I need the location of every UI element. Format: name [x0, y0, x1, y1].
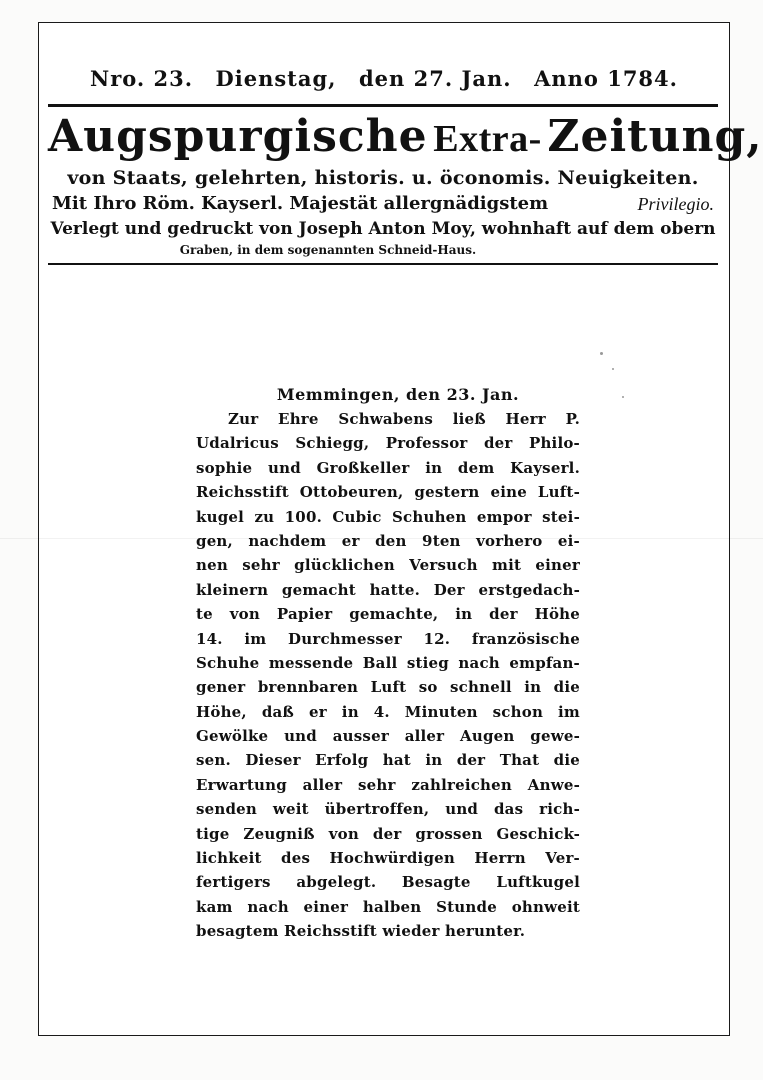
privilege-word: Privilegio.	[637, 194, 714, 214]
article-line: te von Papier gemachte, in der Höhe	[196, 605, 580, 624]
privilege-text: Mit Ihro Röm. Kayserl. Majestät allergnädigstem	[52, 193, 549, 214]
publisher-line-2: Graben, in dem sogenannten Schneid-Haus.	[179, 243, 477, 257]
article-line: Zur Ehre Schwabens ließ Herr P.	[228, 410, 580, 428]
article-line: 14. im Durchmesser 12. französische	[196, 629, 580, 648]
article-line: Erwartung aller sehr zahlreichen Anwe-	[196, 775, 580, 794]
article-line: senden weit übertroffen, und das rich-	[196, 800, 580, 819]
issue-number: Nro. 23.	[90, 66, 194, 91]
article-line: tige Zeugniß von der grossen Geschick-	[196, 824, 580, 843]
privilege-line	[48, 191, 718, 217]
print-speck	[600, 352, 603, 355]
masthead-top-rule	[48, 104, 718, 107]
article-line: sophie und Großkeller in dem Kayserl.	[196, 458, 580, 477]
article	[196, 382, 580, 944]
print-speck	[622, 396, 624, 398]
title-part-1: Augspurgische	[48, 111, 428, 162]
issue-date: den 27. Jan.	[358, 66, 512, 91]
article-line: besagtem Reichsstift wieder herunter.	[196, 922, 526, 941]
article-dateline: Memmingen, den 23. Jan.	[276, 385, 520, 404]
article-line: gener brennbaren Luft so schnell in die	[196, 678, 580, 697]
issue-year: Anno 1784.	[534, 66, 678, 91]
article-line: lichkeit des Hochwürdigen Herrn Ver-	[196, 849, 580, 868]
article-line: Reichsstift Ottobeuren, gestern eine Luft-	[196, 483, 580, 502]
article-line: Udalricus Schiegg, Professor der Philo-	[196, 434, 580, 453]
article-line: kam nach einer halben Stunde ohnweit	[196, 897, 580, 916]
article-line: Gewölke und ausser aller Augen gewe-	[196, 727, 580, 746]
title-part-3: Zeitung,	[547, 111, 763, 162]
article-line: Höhe, daß er in 4. Minuten schon im	[196, 702, 580, 721]
article-line: nen sehr glücklichen Versuch mit einer	[196, 556, 580, 575]
article-line: kleinern gemacht hatte. Der erstgedach-	[196, 580, 580, 599]
issue-weekday: Dienstag,	[215, 66, 337, 91]
article-line: kugel zu 100. Cubic Schuhen empor stei-	[196, 507, 580, 526]
print-speck	[612, 368, 614, 370]
article-line: Schuhe messende Ball stieg nach empfan-	[196, 653, 580, 672]
masthead-bottom-rule	[48, 263, 718, 265]
article-line: gen, nachdem er den 9ten vorhero ei-	[196, 531, 580, 550]
subtitle: von Staats, gelehrten, historis. u. öconomis. Neuigkeiten.	[67, 167, 699, 189]
publisher-line-1: Verlegt und gedruckt von Joseph Anton Moy, wohnhaft auf dem obern	[50, 219, 716, 239]
masthead	[48, 66, 763, 265]
newspaper-title	[48, 109, 763, 165]
article-line: fertigers abgelegt. Besagte Luftkugel	[196, 873, 580, 892]
title-part-2: Extra-	[433, 118, 542, 160]
issue-line	[48, 66, 718, 100]
article-line: sen. Dieser Erfolg hat in der That die	[196, 751, 580, 770]
